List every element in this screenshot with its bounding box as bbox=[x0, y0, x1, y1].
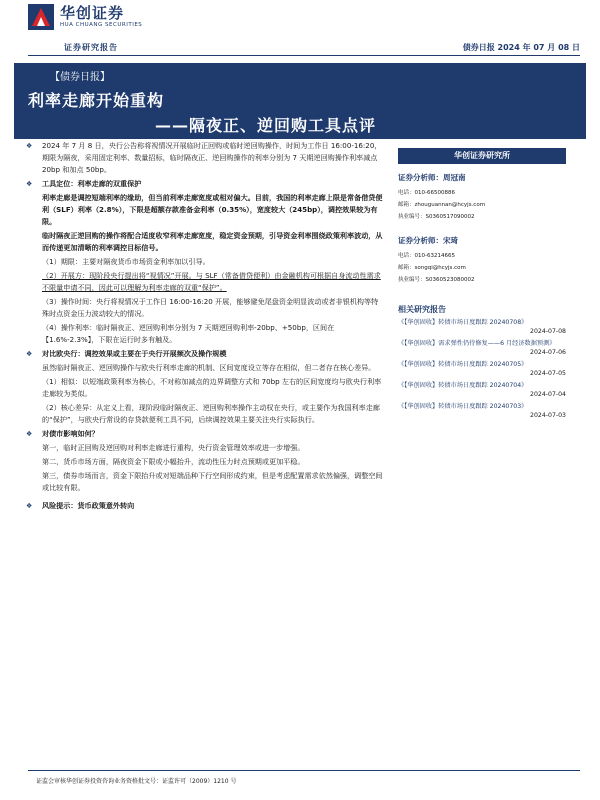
analyst-name: 证券分析师：宋琦 bbox=[398, 236, 458, 245]
analyst-license: 执业编号：S0360517090002 bbox=[398, 214, 475, 220]
paragraph: 利率走廊是调控短端利率的缘助，但当前利率走廊宽度或相对偏大。目前，我国的利率走廊上限是常备借贷便利（SLF）利率（2.8%），下限是超额存款准备金利率（0.35%），宽度较大（245bp），调控效果较为有限。 bbox=[42, 193, 383, 226]
section-label: 证券研究报告 bbox=[64, 43, 118, 52]
related-report-date: 2024-07-05 bbox=[530, 370, 566, 377]
footer-disclaimer: 证监会审核华创证券投资咨询业务资格批文号：证监许可（2009）1210 号 bbox=[36, 778, 237, 785]
report-title: 利率走廊开始重构 bbox=[28, 91, 165, 110]
report-subtitle: ——隔夜正、逆回购工具点评 bbox=[154, 116, 376, 135]
diamond-bullet-icon: ❖ bbox=[26, 502, 33, 510]
analyst-license: 执业编号：S0360523080002 bbox=[398, 277, 475, 283]
paragraph: （3）操作时间：央行将视情况于工作日 16:00-16:20 开展，能够避免尾盘资金明显波动或者非银机构等特殊时点资金压力波动较大的情况。 bbox=[42, 297, 379, 318]
header-divider bbox=[28, 55, 580, 56]
title-band bbox=[14, 63, 586, 139]
analyst-card bbox=[398, 172, 566, 223]
diamond-bullet-icon: ❖ bbox=[26, 180, 33, 188]
related-report-date: 2024-07-08 bbox=[530, 328, 566, 335]
company-logo bbox=[28, 4, 142, 30]
paragraph: （4）操作利率：临时隔夜正、逆回购利率分别为 7 天期逆回购利率-20bp、+50bp，区间在【1.6%-2.3%】，下限在运行时多有触及。 bbox=[42, 323, 335, 344]
main-content bbox=[22, 140, 384, 514]
report-tag: 【债券日报】 bbox=[50, 72, 110, 83]
paragraph: 临时隔夜正逆回购的操作将配合适度收窄利率走廊宽度，稳定资金预期，引导资金利率围绕政策利率波动，从而传递更加清晰的利率调控目标信号。 bbox=[42, 231, 383, 252]
analyst-phone: 电话：010-66500886 bbox=[398, 190, 455, 196]
diamond-bullet-icon: ❖ bbox=[26, 430, 33, 438]
related-report-link[interactable]: 《【华创固收】需求弹性仍待修复——6 月经济数据预测》 bbox=[398, 340, 556, 347]
paragraph: （2）开展方：现阶段央行提出将“视情况”开展。与 SLF（常备借贷便利）由金融机构可根据自身流动性需求不限量申请不同，因此可以理解为利率走廊的双重“保护”。 bbox=[42, 271, 381, 292]
related-report-link[interactable]: 《【华创固收】转债市场日度跟踪 20240703》 bbox=[398, 403, 528, 410]
paragraph: （1）相似：以短端政策利率为核心，不对称加减点的边界调整方式和 70bp 左右的区间宽度均与欧央行利率走廊较为类似。 bbox=[42, 377, 382, 398]
section-heading: ❖ 对债市影响如何？ bbox=[26, 429, 99, 438]
logo-name-cn: 华创证券 bbox=[60, 4, 125, 22]
analyst-email[interactable]: 邮箱：zhouguannan@hcyjs.com bbox=[398, 202, 486, 208]
related-reports-heading: 相关研究报告 bbox=[398, 305, 446, 314]
related-report-date: 2024-07-04 bbox=[530, 391, 566, 398]
related-report-link[interactable]: 《【华创固收】转债市场日度跟踪 20240704》 bbox=[398, 382, 528, 389]
sidebar-heading: 华创证券研究所 bbox=[398, 148, 566, 164]
paragraph: 第一，临时正回购及逆回购对利率走廊进行重构，央行资金管理效率或进一步增强。 bbox=[42, 443, 305, 452]
analyst-email[interactable]: 邮箱：songqi@hcyjs.com bbox=[398, 265, 466, 271]
analyst-phone: 电话：010-63214665 bbox=[398, 253, 455, 259]
paragraph: 第三，债券市场而言，资金下限抬升或对短端品种下行空间形成约束，但是考虑配置需求依然偏强，调整空间或比较有限。 bbox=[42, 471, 383, 492]
logo-mark-icon bbox=[28, 4, 54, 30]
section-heading: ❖ 工具定位：利率走廊的双重保护 bbox=[26, 179, 142, 188]
analyst-name: 证券分析师：周冠南 bbox=[398, 173, 466, 182]
paragraph: 虽然临时隔夜正、逆回购操作与欧央行利率走廊的机制、区间宽度设立等存在相似，但二者存在核心差异。 bbox=[42, 363, 376, 372]
logo-name-en: HUA CHUANG SECURITIES bbox=[60, 22, 143, 28]
diamond-bullet-icon: ❖ bbox=[26, 142, 33, 150]
related-report-link[interactable]: 《【华创固收】转债市场日度跟踪 20240705》 bbox=[398, 361, 528, 368]
diamond-bullet-icon: ❖ bbox=[26, 350, 33, 358]
paragraph: 第二，货币市场方面，隔夜资金下限或小幅抬升，流动性压力时点预期或更加平稳。 bbox=[42, 457, 305, 466]
sidebar bbox=[398, 148, 566, 420]
summary-bullet: ❖ 2024 年 7 月 8 日，央行公告称将视情况开展临时正回购或临时逆回购操作，时间为工作日 16:00-16:20，期限为隔夜，采用固定利率、数量招标，临时隔夜正、逆回购操作的利率分别为 7 天期逆回购操作利率减点 20bp 和加点 50bp。 bbox=[26, 141, 382, 174]
risk-warning: ❖ 风险提示：货币政策意外转向 bbox=[26, 501, 135, 510]
page-header bbox=[28, 4, 580, 54]
analyst-card bbox=[398, 235, 566, 286]
report-meta: 债券日报 2024 年 07 月 08 日 bbox=[462, 43, 580, 52]
paragraph: （2）核心差异：从定义上看，现阶段临时隔夜正、逆回购利率操作主动权在央行，或主要作为我国利率走廊的“保护”，与欧央行常设的存贷款便利工具不同，后续调控效果主要关注央行实际执行。 bbox=[42, 403, 380, 424]
related-report-link[interactable]: 《【华创固收】转债市场日度跟踪 20240708》 bbox=[398, 319, 528, 326]
footer-divider bbox=[28, 770, 580, 771]
related-report-date: 2024-07-06 bbox=[530, 349, 566, 356]
paragraph: （1）期限：主要对隔夜货币市场资金利率加以引导。 bbox=[42, 257, 210, 266]
section-heading: ❖ 对比欧央行：调控效果或主要在于央行开展频次及操作规模 bbox=[26, 349, 227, 358]
related-report-date: 2024-07-03 bbox=[530, 412, 566, 419]
